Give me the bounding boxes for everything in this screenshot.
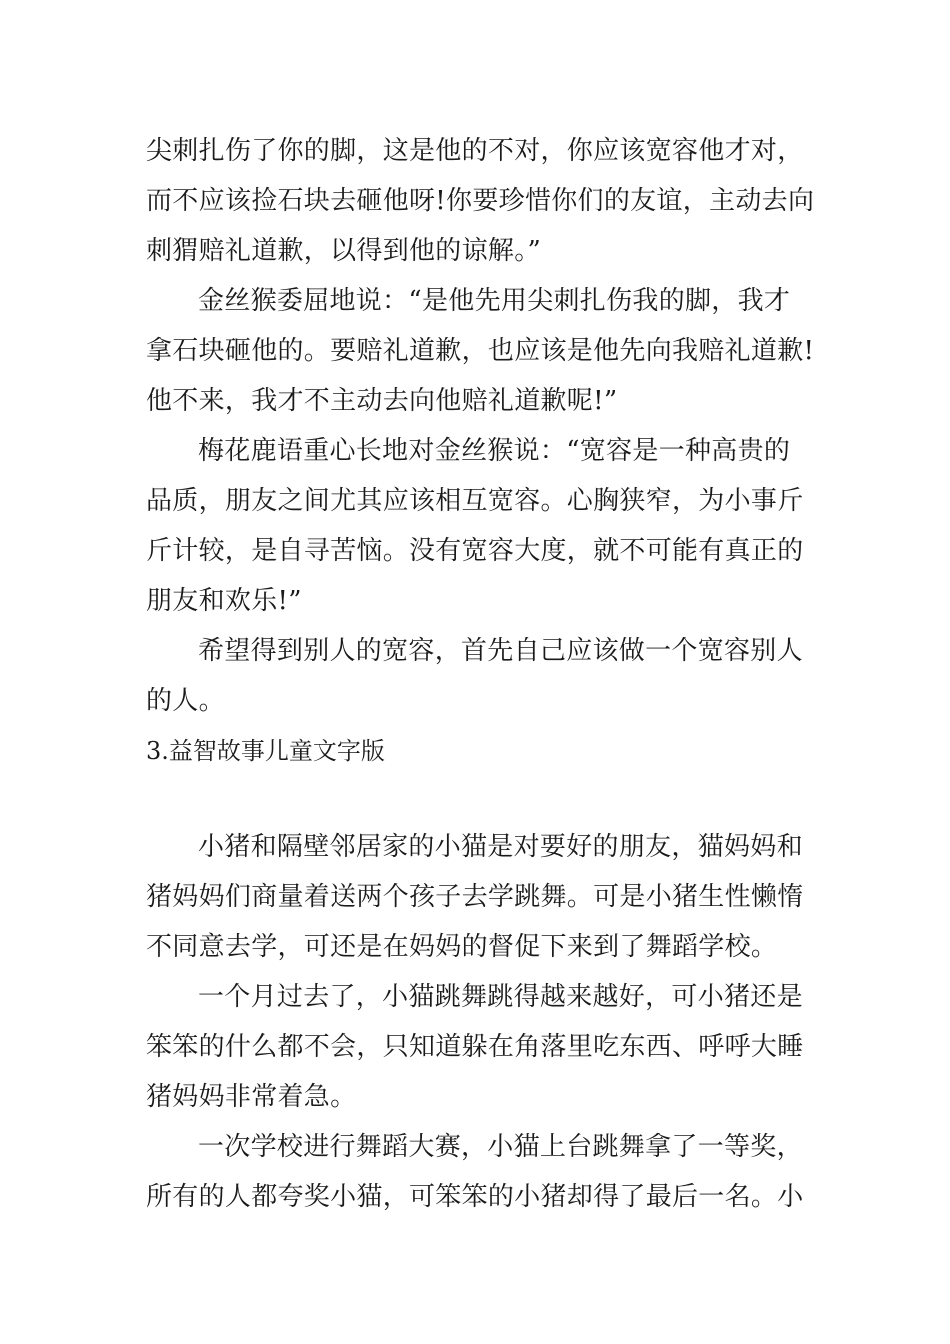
text-line: 品质，朋友之间尤其应该相互宽容。心胸狭窄，为小事斤 [146, 486, 804, 516]
text-line: 希望得到别人的宽容，首先自己应该做一个宽容别人 [198, 636, 803, 666]
text-line: 斤计较，是自寻苦恼。没有宽容大度，就不可能有真正的 [146, 536, 804, 566]
text-line: 一个月过去了，小猫跳舞跳得越来越好，可小猪还是 [198, 982, 803, 1012]
text-line: 所有的人都夸奖小猫，可笨笨的小猪却得了最后一名。小 [146, 1182, 804, 1212]
section-heading: 3.益智故事儿童文字版 [146, 737, 385, 765]
text-line: 金丝猴委屈地说：“是他先用尖刺扎伤我的脚，我才 [198, 286, 791, 316]
text-line: 刺猬赔礼道歉，以得到他的谅解。” [146, 236, 542, 266]
text-line: 而不应该捡石块去砸他呀!你要珍惜你们的友谊，主动去向 [146, 186, 815, 216]
text-line: 他不来，我才不主动去向他赔礼道歉呢!” [146, 386, 618, 416]
text-line: 尖刺扎伤了你的脚，这是他的不对，你应该宽容他才对， [146, 136, 804, 166]
text-line: 梅花鹿语重心长地对金丝猴说：“宽容是一种高贵的 [198, 436, 791, 466]
text-line: 猪妈妈非常着急。 [146, 1082, 357, 1112]
text-line: 的人。 [146, 686, 225, 716]
text-line: 猪妈妈们商量着送两个孩子去学跳舞。可是小猪生性懒惰 [146, 882, 804, 912]
text-line: 小猪和隔壁邻居家的小猫是对要好的朋友，猫妈妈和 [198, 832, 803, 862]
text-line: 拿石块砸他的。要赔礼道歉，也应该是他先向我赔礼道歉! [146, 336, 815, 366]
text-line: 笨笨的什么都不会，只知道躲在角落里吃东西、呼呼大睡 [146, 1032, 804, 1062]
text-line: 一次学校进行舞蹈大赛，小猫上台跳舞拿了一等奖， [198, 1132, 803, 1162]
text-line: 朋友和欢乐!” [146, 586, 302, 616]
text-line: 不同意去学，可还是在妈妈的督促下来到了舞蹈学校。 [146, 932, 778, 962]
